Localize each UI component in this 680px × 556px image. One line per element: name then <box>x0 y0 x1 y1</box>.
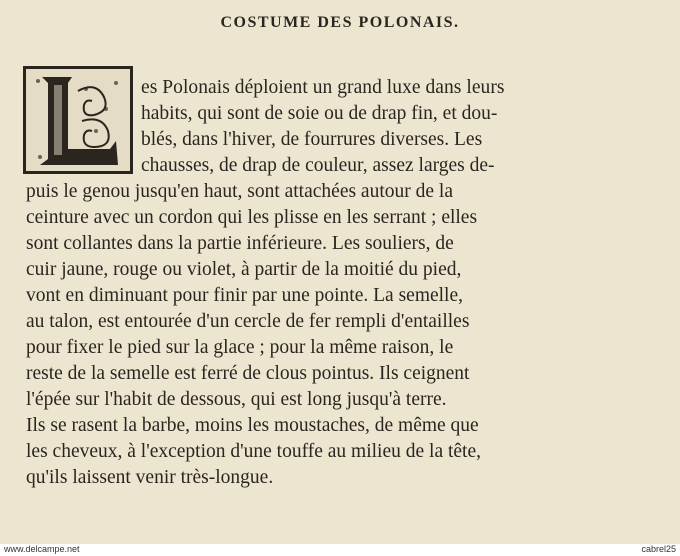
text-line: Ils se rasent la barbe, moins les moustaches, de même que <box>26 415 479 436</box>
text-line: vont en diminuant pour finir par une pointe. La semelle, <box>26 285 464 306</box>
decorated-initial-l <box>23 66 133 174</box>
ornament-icon <box>26 69 130 171</box>
text-line: blés, dans l'hiver, de fourrures diverses. Les <box>141 129 483 150</box>
text-line: puis le genou jusqu'en haut, sont attachées autour de la <box>26 181 453 202</box>
text-line: ceinture avec un cordon qui les plisse en les serrant ; elles <box>26 207 478 228</box>
text-line: habits, qui sont de soie ou de drap fin, et dou- <box>141 103 498 124</box>
watermark-footer <box>0 544 680 556</box>
site-link[interactable]: www.delcampe.net <box>4 544 80 554</box>
page-title: COSTUME DES POLONAIS. <box>220 14 460 31</box>
text-line: reste de la semelle est ferré de clous pointus. Ils ceignent <box>26 363 470 384</box>
seller-name: cabrel25 <box>641 544 676 554</box>
text-line: es Polonais déploient un grand luxe dans leurs <box>141 77 505 98</box>
text-line: chausses, de drap de couleur, assez larges de- <box>141 155 495 176</box>
text-line: les cheveux, à l'exception d'une touffe au milieu de la tête, <box>26 441 481 462</box>
text-line: sont collantes dans la partie inférieure. Les souliers, de <box>26 233 454 254</box>
text-line: l'épée sur l'habit de dessous, qui est long jusqu'à terre. <box>26 389 447 410</box>
text-line: cuir jaune, rouge ou violet, à partir de la moitié du pied, <box>26 259 462 280</box>
text-line: au talon, est entourée d'un cercle de fer rempli d'entailles <box>26 311 470 332</box>
text-line: pour fixer le pied sur la glace ; pour la même raison, le <box>26 337 454 358</box>
text-line: qu'ils laissent venir très-longue. <box>26 467 274 488</box>
